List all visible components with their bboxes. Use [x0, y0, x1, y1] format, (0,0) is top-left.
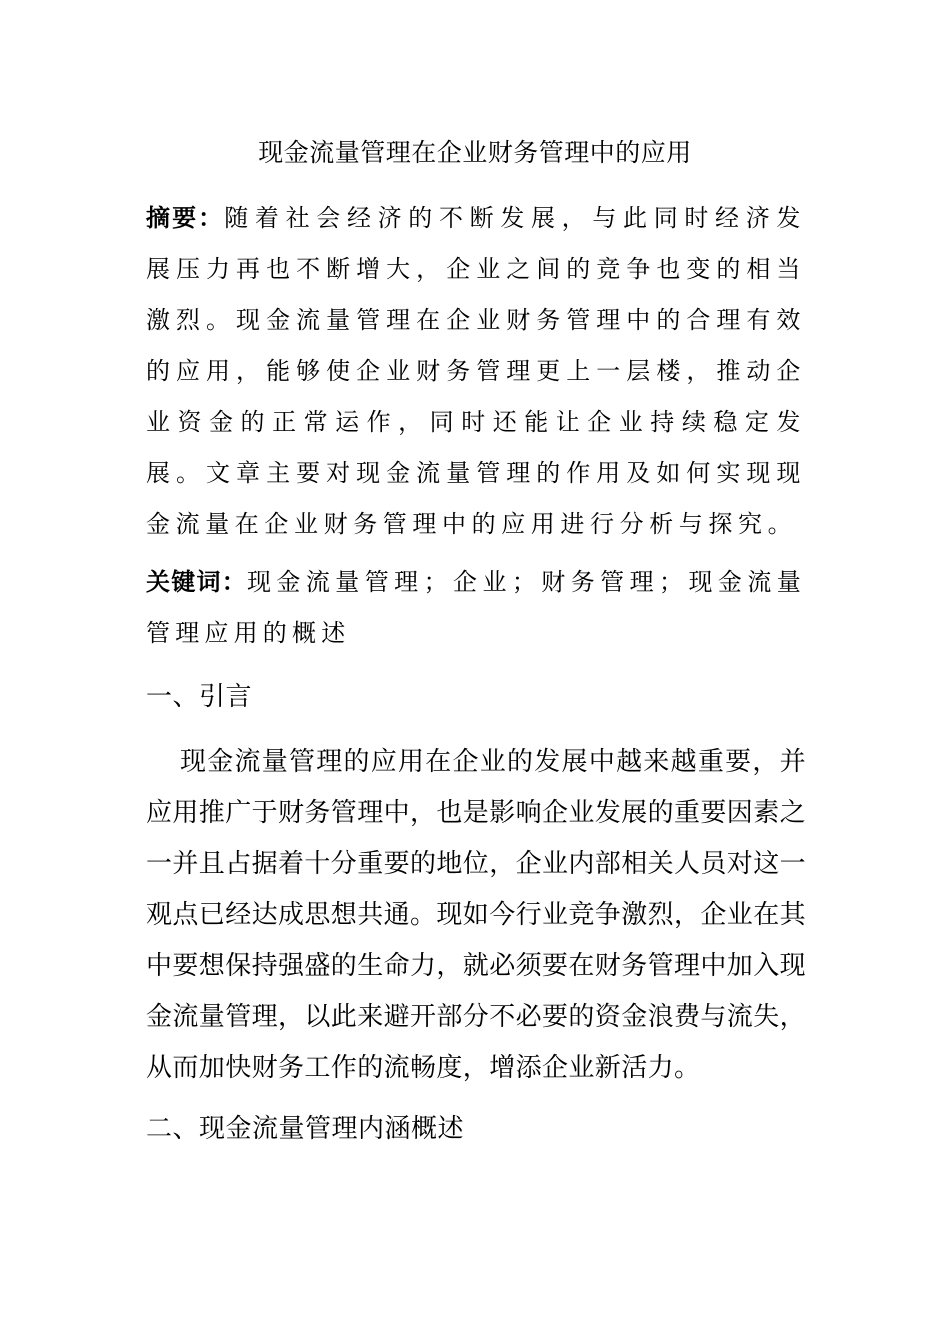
section-heading-introduction: 一、引言: [146, 682, 253, 712]
abstract-text: 随着社会经济的不断发展，与此同时经济发展压力再也不断增大，企业之间的竞争也变的相当激烈。现金流量管理在企业财务管理中的合理有效的应用，能够使企业财务管理更上一层楼，推动企业资金的正常运作，同时还能让企业持续稳定发展。文章主要对现金流量管理的作用及如何实现现金流量在企业财务管理中的应用进行分析与探究。: [146, 204, 806, 538]
introduction-paragraph: 现金流量管理的应用在企业的发展中越来越重要，并应用推广于财务管理中，也是影响企业发展的重要因素之一并且占据着十分重要的地位，企业内部相关人员对这一观点已经达成思想共通。现如今行业竞争激烈，企业在其中要想保持强盛的生命力，就必须要在财务管理中加入现金流量管理，以此来避开部分不必要的资金浪费与流失，从而加快财务工作的流畅度，增添企业新活力。: [146, 747, 807, 1083]
abstract-label: 摘要：: [146, 204, 225, 232]
document-title: 现金流量管理在企业财务管理中的应用: [258, 138, 692, 167]
keywords-label: 关键词：: [146, 568, 247, 596]
keywords-paragraph: [146, 557, 806, 659]
section-heading-cash-flow-overview: 二、现金流量管理内涵概述: [146, 1114, 465, 1144]
keywords-text: 现金流量管理；企业；财务管理；现金流量管理应用的概述: [146, 568, 806, 647]
abstract-paragraph: [146, 193, 806, 550]
